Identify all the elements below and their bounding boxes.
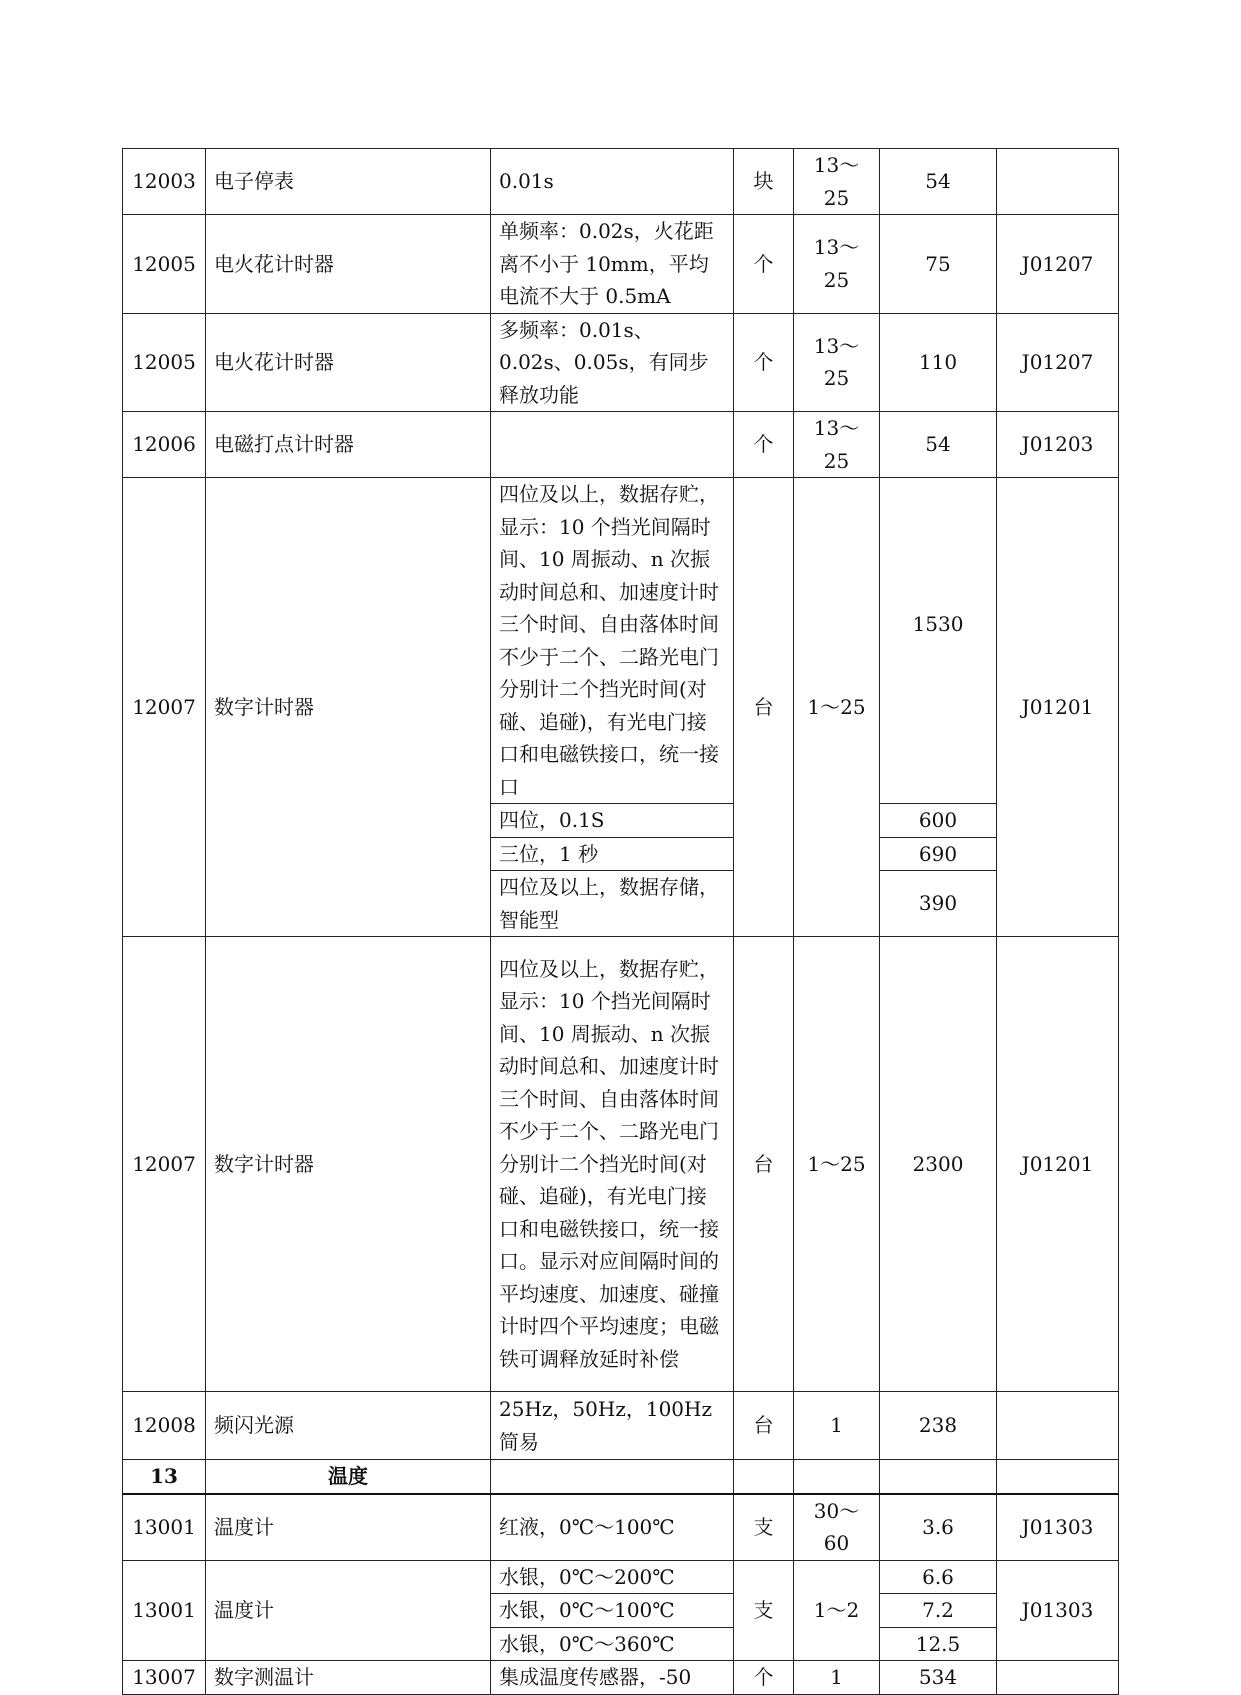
- table-row: [123, 937, 1119, 1392]
- item-code: 12005: [123, 313, 206, 412]
- item-price: 75: [880, 215, 997, 314]
- table-row: [123, 313, 1119, 412]
- item-range: 30～60: [794, 1494, 880, 1561]
- item-spec: 四位及以上，数据存贮，显示：10 个挡光间隔时间、10 周振动、n 次振动时间总和、加速度计时三个时间、自由落体时间不少于二个、二路光电门分别计二个挡光时间(对碰、追碰)，有光电门接口和电磁铁接口，统一接口。显示对应间隔时间的平均速度、加速度、碰撞计时四个平均速度；电磁铁可调释放延时补偿: [491, 937, 734, 1392]
- item-price: 600: [880, 804, 997, 838]
- table-row: [123, 1661, 1119, 1695]
- item-name: 电火花计时器: [206, 215, 491, 314]
- item-unit: 支: [734, 1494, 794, 1561]
- item-name: 电火花计时器: [206, 313, 491, 412]
- item-unit: 个: [734, 313, 794, 412]
- table-row: [123, 1392, 1119, 1460]
- item-spec: 三位，1 秒: [491, 837, 734, 871]
- item-price: 3.6: [880, 1494, 997, 1561]
- item-unit: 支: [734, 1560, 794, 1661]
- item-price: 238: [880, 1392, 997, 1460]
- item-unit: 块: [734, 149, 794, 215]
- item-spec: 25Hz，50Hz，100Hz 简易: [491, 1392, 734, 1460]
- item-code: 12007: [123, 478, 206, 937]
- item-code: 12007: [123, 937, 206, 1392]
- item-price: 690: [880, 837, 997, 871]
- item-name: 电子停表: [206, 149, 491, 215]
- item-name: 温度计: [206, 1560, 491, 1661]
- item-name: 电磁打点计时器: [206, 412, 491, 478]
- category-code: 13: [123, 1460, 206, 1494]
- item-price: 54: [880, 149, 997, 215]
- item-name: 数字计时器: [206, 478, 491, 937]
- item-range: 1: [794, 1661, 880, 1695]
- item-code: 12006: [123, 412, 206, 478]
- item-price: 1530: [880, 478, 997, 804]
- item-price: 534: [880, 1661, 997, 1695]
- item-price: 54: [880, 412, 997, 478]
- item-code: 12003: [123, 149, 206, 215]
- item-range: [794, 1460, 880, 1494]
- item-ref: [997, 1661, 1119, 1695]
- item-range: 1: [794, 1392, 880, 1460]
- item-ref: J01303: [997, 1560, 1119, 1661]
- item-price: 7.2: [880, 1594, 997, 1628]
- table-row: [123, 1560, 1119, 1594]
- table-row: [123, 412, 1119, 478]
- item-ref: J01203: [997, 412, 1119, 478]
- item-unit: 台: [734, 478, 794, 937]
- item-range: 13～25: [794, 313, 880, 412]
- item-unit: 个: [734, 412, 794, 478]
- item-spec: 单频率：0.02s，火花距离不小于 10mm，平均电流不大于 0.5mA: [491, 215, 734, 314]
- item-ref: J01201: [997, 937, 1119, 1392]
- item-range: 1～25: [794, 937, 880, 1392]
- item-spec: 集成温度传感器，-50: [491, 1661, 734, 1695]
- table-row: [123, 215, 1119, 314]
- item-name: 数字测温计: [206, 1661, 491, 1695]
- item-spec: 红液，0℃～100℃: [491, 1494, 734, 1561]
- item-code: 13001: [123, 1560, 206, 1661]
- item-name: 温度计: [206, 1494, 491, 1561]
- item-ref: [997, 1392, 1119, 1460]
- equipment-table: [122, 148, 1119, 1695]
- item-price: [880, 1460, 997, 1494]
- item-ref: J01201: [997, 478, 1119, 937]
- item-unit: 台: [734, 937, 794, 1392]
- item-ref: J01207: [997, 215, 1119, 314]
- item-spec: 水银，0℃～100℃: [491, 1594, 734, 1628]
- item-range: 1～25: [794, 478, 880, 937]
- item-price: 6.6: [880, 1560, 997, 1594]
- item-spec: 四位及以上，数据存贮，显示：10 个挡光间隔时间、10 周振动、n 次振动时间总和、加速度计时三个时间、自由落体时间不少于二个、二路光电门分别计二个挡光时间(对碰、追碰)，有光电门接口和电磁铁接口，统一接口: [491, 478, 734, 804]
- item-unit: 个: [734, 215, 794, 314]
- item-spec: [491, 1460, 734, 1494]
- item-spec: 四位及以上，数据存储，智能型: [491, 871, 734, 937]
- item-unit: 台: [734, 1392, 794, 1460]
- item-spec: 水银，0℃～200℃: [491, 1560, 734, 1594]
- category-name: 温度: [206, 1460, 491, 1494]
- category-row: [123, 1460, 1119, 1494]
- item-code: 13007: [123, 1661, 206, 1695]
- item-range: 13～25: [794, 149, 880, 215]
- item-ref: J01303: [997, 1494, 1119, 1561]
- item-ref: J01207: [997, 313, 1119, 412]
- item-name: 频闪光源: [206, 1392, 491, 1460]
- item-unit: [734, 1460, 794, 1494]
- item-price: 110: [880, 313, 997, 412]
- item-spec: 四位，0.1S: [491, 804, 734, 838]
- item-range: 13～25: [794, 215, 880, 314]
- item-unit: 个: [734, 1661, 794, 1695]
- item-price: 390: [880, 871, 997, 937]
- item-price: 12.5: [880, 1627, 997, 1661]
- item-spec: [491, 412, 734, 478]
- item-spec: 水银，0℃～360℃: [491, 1627, 734, 1661]
- table-row: [123, 1494, 1119, 1561]
- table-row: [123, 149, 1119, 215]
- item-price: 2300: [880, 937, 997, 1392]
- item-range: 13～25: [794, 412, 880, 478]
- item-code: 12008: [123, 1392, 206, 1460]
- item-range: 1～2: [794, 1560, 880, 1661]
- item-spec: 多频率：0.01s、0.02s、0.05s，有同步释放功能: [491, 313, 734, 412]
- table-row: [123, 478, 1119, 804]
- item-name: 数字计时器: [206, 937, 491, 1392]
- item-spec: 0.01s: [491, 149, 734, 215]
- item-ref: [997, 1460, 1119, 1494]
- item-ref: [997, 149, 1119, 215]
- item-code: 12005: [123, 215, 206, 314]
- item-code: 13001: [123, 1494, 206, 1561]
